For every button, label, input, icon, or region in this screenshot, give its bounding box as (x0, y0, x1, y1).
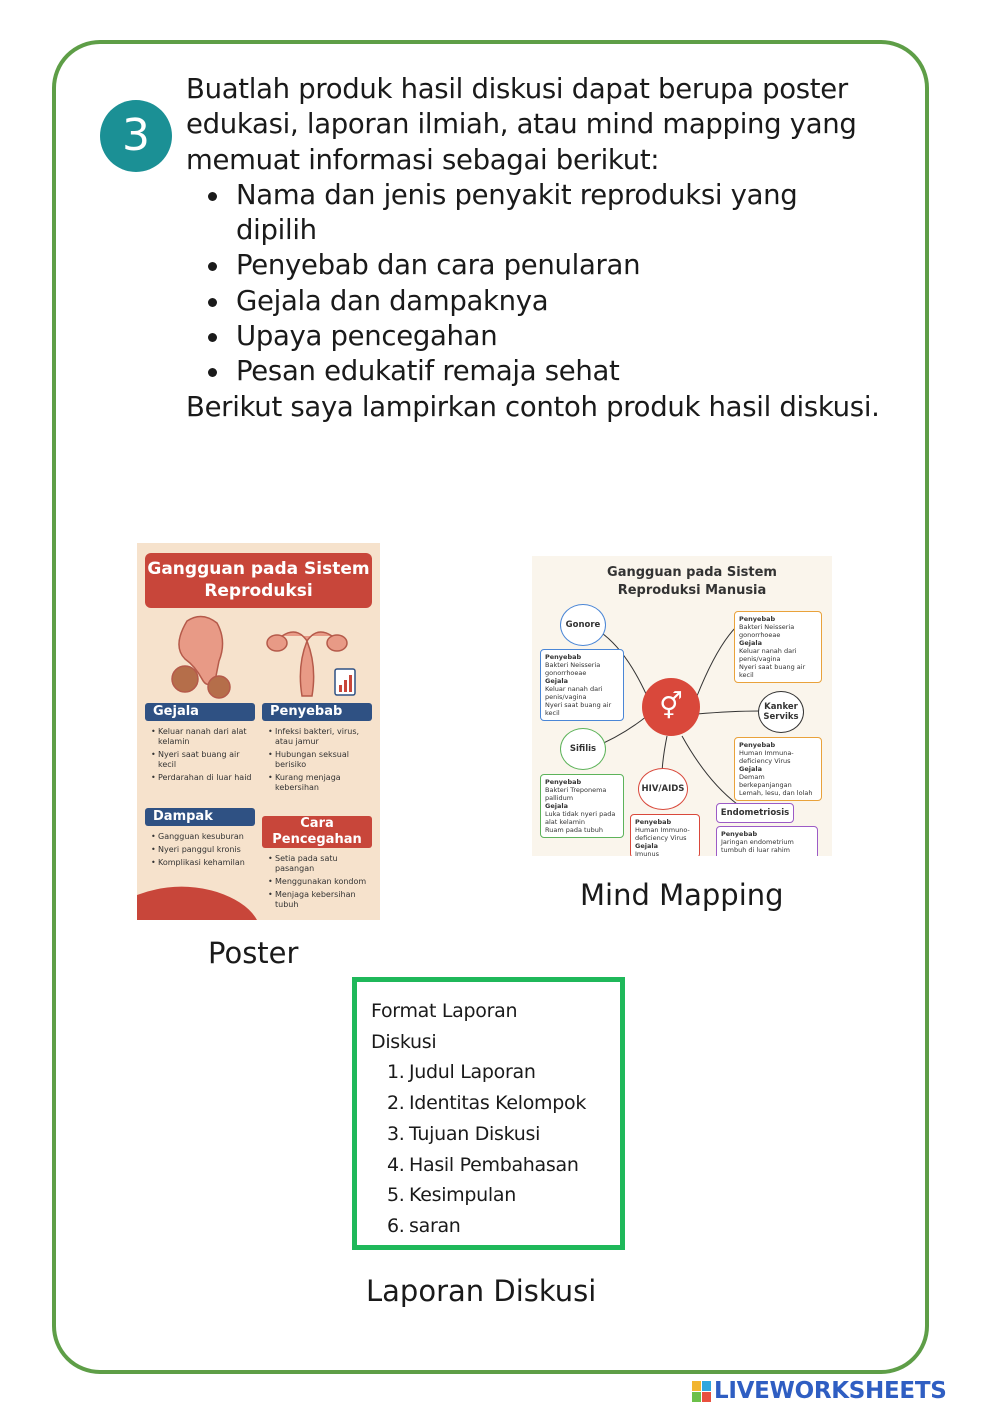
detail-heading: Gejala (739, 765, 762, 773)
list-item (371, 1119, 606, 1150)
mindmap-detail-top-right (734, 611, 822, 683)
report-format-title: Format Laporan Diskusi (371, 1000, 518, 1053)
list-item (371, 1057, 606, 1088)
detail-heading: Penyebab (545, 653, 582, 661)
poster-example-image (137, 543, 380, 920)
mindmap-detail-kanker-serviks (734, 737, 822, 801)
mindmap-node-hiv: HIV/AIDS (638, 768, 688, 810)
detail-heading: Gejala (739, 639, 762, 647)
mindmap-node-gonore: Gonore (560, 604, 606, 646)
list-item: • Gangguan kesuburan (151, 832, 255, 842)
poster-pencegahan-heading: Cara Pencegahan (262, 816, 372, 848)
list-item: Nama dan jenis penyakit reproduksi yang dipilih (186, 178, 886, 249)
reproductive-organs-illustration (157, 611, 357, 706)
mindmap-detail-hiv (630, 814, 700, 856)
poster-penyebab-section (262, 703, 372, 796)
list-label: saran (409, 1214, 461, 1237)
list-label: Tujuan Diskusi (409, 1122, 541, 1145)
mindmap-title: Gangguan pada Sistem Reproduksi Manusia (607, 565, 777, 598)
poster-caption: Poster (208, 936, 299, 970)
list-item: • Infeksi bakteri, virus, atau jamur (268, 727, 372, 747)
list-number: 6. (387, 1214, 405, 1237)
list-item (371, 1211, 606, 1242)
detail-text: Bakteri Treponema pallidum (545, 786, 607, 802)
list-label: Hasil Pembahasan (409, 1153, 579, 1176)
list-item: Demam berkepanjangan (739, 773, 792, 789)
detail-heading: Penyebab (721, 830, 758, 838)
liveworksheets-icon (692, 1381, 711, 1402)
poster-wave-decoration (137, 880, 380, 920)
list-item: Upaya pencegahan (186, 319, 886, 354)
poster-gejala-heading: Gejala (145, 703, 255, 721)
list-item: • Menggunakan kondom (268, 877, 372, 887)
detail-text: Bakteri Neisseria gonorrhoeae (545, 661, 601, 677)
detail-heading: Penyebab (635, 818, 672, 826)
detail-text: Bakteri Neisseria gonorrhoeae (739, 623, 795, 639)
step-number-badge: 3 (100, 100, 172, 172)
instructions-outro: Berikut saya lampirkan contoh produk hasil diskusi. (186, 390, 880, 423)
list-item: • Nyeri panggul kronis (151, 845, 255, 855)
list-number: 2. (387, 1092, 405, 1115)
instructions-text (186, 72, 886, 425)
list-item: Nyeri saat buang air kecil (739, 663, 806, 679)
list-item: Imunus (635, 850, 659, 856)
list-item: Ruam pada tubuh (545, 826, 604, 834)
mindmap-node-sifilis: Sifilis (560, 728, 606, 770)
mindmap-detail-endometriosis (716, 826, 818, 856)
instructions-list (186, 178, 886, 390)
report-format-box (352, 977, 625, 1250)
list-item (371, 1150, 606, 1181)
list-label: Judul Laporan (409, 1061, 536, 1084)
list-item: • Komplikasi kehamilan (151, 858, 255, 868)
list-item: • Perdarahan di luar haid (151, 773, 255, 783)
mindmap-detail-sifilis (540, 774, 624, 838)
detail-heading: Gejala (635, 842, 658, 850)
detail-text: Human Immuna-deficiency Virus (739, 749, 794, 765)
list-item: Luka tidak nyeri pada alat kelamin (545, 810, 616, 826)
list-label: Identitas Kelompok (409, 1092, 587, 1115)
detail-heading: Penyebab (739, 615, 776, 623)
mindmap-node-kanker-serviks: Kanker Serviks (758, 691, 804, 733)
list-item: • Menjaga kebersihan tubuh (268, 890, 372, 910)
list-item: • Kurang menjaga kebersihan (268, 773, 372, 793)
mind-mapping-example-image (532, 556, 832, 856)
poster-title: Gangguan pada Sistem Reproduksi (145, 553, 372, 608)
brand-name: LIVEWORKSHEETS (714, 1378, 947, 1404)
report-caption: Laporan Diskusi (366, 1274, 597, 1308)
liveworksheets-logo[interactable] (692, 1378, 946, 1404)
mindmap-detail-gonore (540, 649, 624, 721)
detail-heading: Gejala (545, 677, 568, 685)
list-number: 1. (387, 1061, 405, 1084)
list-item: Nyeri saat buang air kecil (545, 701, 612, 717)
detail-heading: Penyebab (545, 778, 582, 786)
detail-heading: Penyebab (739, 741, 776, 749)
list-label: Kesimpulan (409, 1184, 516, 1207)
poster-dampak-heading: Dampak (145, 808, 255, 826)
list-number: 3. (387, 1122, 405, 1145)
list-item: • Hubungan seksual berisiko (268, 750, 372, 770)
poster-penyebab-heading: Penyebab (262, 703, 372, 721)
list-item (371, 1088, 606, 1119)
detail-text: Human Immuno-deficiency Virus (635, 826, 690, 842)
list-item (371, 1180, 606, 1211)
list-item: Keluar nanah dari penis/vagina (545, 685, 603, 701)
instructions-intro: Buatlah produk hasil diskusi dapat berupa poster edukasi, laporan ilmiah, atau mind mapping yang memuat informasi sebagai berikut: (186, 73, 857, 176)
detail-text: Jaringan endometrium tumbuh di luar rahim (721, 838, 794, 854)
reproductive-symbol-icon: ⚥ (642, 678, 700, 736)
report-format-list (371, 1057, 606, 1241)
list-item: Pesan edukatif remaja sehat (186, 354, 886, 389)
mindmap-caption: Mind Mapping (580, 878, 784, 912)
poster-dampak-section (145, 808, 255, 871)
list-item: • Setia pada satu pasangan (268, 854, 372, 874)
list-number: 4. (387, 1153, 405, 1176)
list-item: Lemah, lesu, dan lolah (739, 789, 813, 797)
list-item: Keluar nanah dari penis/vagina (739, 647, 797, 663)
list-item: Penyebab dan cara penularan (186, 248, 886, 283)
detail-heading: Gejala (545, 802, 568, 810)
mindmap-node-endometriosis: Endometriosis (716, 803, 794, 823)
list-item: Gejala dan dampaknya (186, 284, 886, 319)
list-item: • Keluar nanah dari alat kelamin (151, 727, 255, 747)
list-item: • Nyeri saat buang air kecil (151, 750, 255, 770)
list-number: 5. (387, 1184, 405, 1207)
poster-gejala-section (145, 703, 255, 786)
